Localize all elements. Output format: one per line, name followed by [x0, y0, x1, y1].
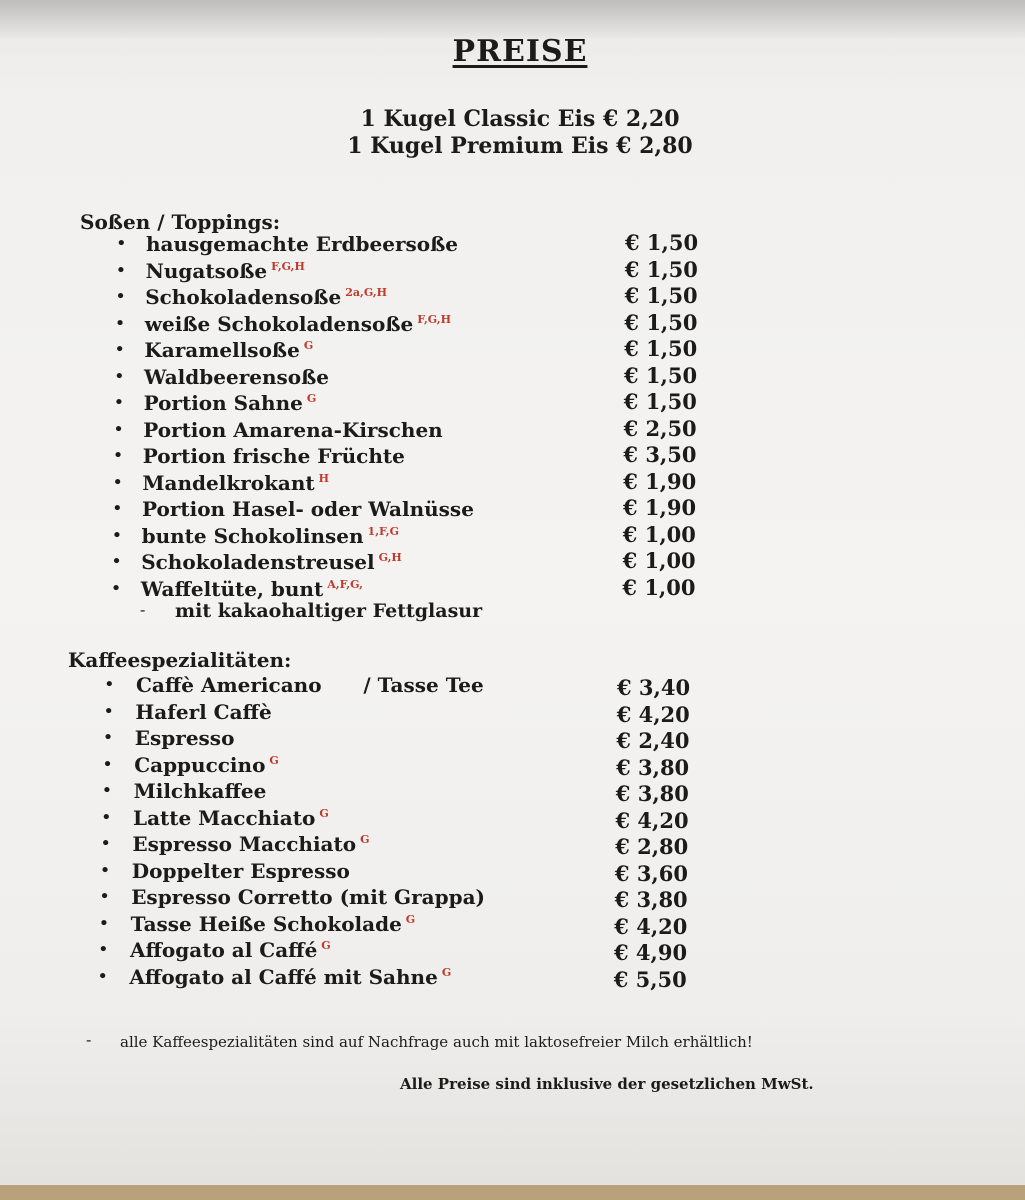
item-name: bunte Schokolinsen [141, 523, 364, 548]
bullet-point: • [112, 471, 124, 493]
item-name: Espresso Corretto (mit Grappa) [131, 885, 485, 909]
item-price: € 2,50 [623, 415, 697, 441]
menu-item [146, 232, 458, 256]
menu-item [142, 471, 329, 495]
bullet-point: • [111, 524, 123, 546]
lactose-note: alle Kaffeespezialitäten sind auf Nachfrage auch mit laktosefreier Milch erhältlich! [120, 1033, 753, 1051]
item-price: € 1,90 [623, 468, 697, 494]
menu-item [143, 444, 405, 468]
item-price: € 1,00 [622, 521, 696, 547]
menu-item [142, 497, 474, 521]
item-price: € 2,80 [615, 834, 689, 859]
item-name: Cappuccino [134, 752, 266, 777]
table-surface [0, 1185, 1025, 1200]
bullet-point: • [114, 339, 126, 360]
item-price: € 3,60 [614, 860, 688, 886]
bullet-point: • [115, 286, 126, 307]
item-name: Doppelter Espresso [131, 858, 350, 883]
allergen-code: G [306, 392, 317, 406]
bullet-point: • [101, 806, 112, 828]
item-price: € 1,00 [622, 574, 696, 600]
item-price: € 1,50 [624, 309, 698, 335]
menu-item [141, 577, 363, 601]
item-price: € 1,50 [624, 283, 698, 308]
allergen-code: G [360, 833, 370, 847]
bullet-point: • [113, 392, 125, 413]
menu-item [144, 365, 329, 389]
item-price: € 1,90 [623, 495, 697, 520]
bullet-point: • [104, 674, 115, 695]
menu-item [142, 524, 399, 548]
item-name: Portion Amarena-Kirschen [143, 417, 443, 442]
item-price: € 4,20 [616, 701, 690, 727]
item-price: € 2,40 [616, 728, 690, 753]
menu-item [130, 938, 331, 962]
bullet-point: • [98, 912, 110, 934]
item-name: Portion Sahne [143, 391, 303, 415]
bullet-point: • [114, 365, 125, 387]
allergen-code: G [321, 939, 331, 953]
item-name: Karamellsoße [144, 338, 300, 362]
ice-price-premium: 1 Kugel Premium Eis € 2,80 [347, 133, 693, 159]
item-price: € 5,50 [613, 966, 687, 992]
allergen-code: G [303, 339, 314, 353]
item-name: Affogato al Caffé mit Sahne [129, 964, 438, 989]
item-name: Tasse Heiße Schokolade [130, 911, 402, 936]
allergen-code: G [319, 806, 329, 820]
item-name: Latte Macchiato [133, 805, 316, 830]
bullet-point: • [112, 445, 124, 466]
item-name: Espresso Macchiato [132, 832, 357, 856]
item-price: € 3,80 [616, 754, 690, 780]
item-price: € 1,50 [624, 256, 698, 282]
ice-price-classic: 1 Kugel Classic Eis € 2,20 [360, 106, 680, 132]
subnote-dash: - [140, 600, 146, 619]
bullet-point: • [103, 700, 115, 722]
coffee-heading: Kaffeespezialitäten: [68, 648, 292, 672]
item-name: Caffè Americano / Tasse Tee [136, 673, 484, 697]
allergen-code: F,G,H [271, 259, 305, 273]
allergen-code: G [269, 753, 279, 767]
allergen-code: G,H [378, 551, 402, 565]
allergen-code: A,F,G, [327, 577, 363, 591]
item-price: € 1,50 [624, 362, 698, 388]
page-title: PREISE [452, 34, 588, 69]
allergen-code: G [441, 965, 452, 979]
menu-item [131, 912, 416, 936]
menu-item [135, 700, 271, 724]
item-name: Haferl Caffè [135, 699, 272, 724]
bullet-point: • [101, 780, 113, 801]
allergen-code: H [318, 471, 330, 485]
toppings-heading: Soßen / Toppings: [80, 210, 281, 234]
menu-item [135, 726, 235, 750]
item-name: Nugatsoße [145, 258, 268, 283]
item-name: weiße Schokoladensoße [144, 311, 414, 336]
item-name: Waffeltüte, bunt [140, 576, 324, 601]
menu-item [141, 550, 402, 574]
item-price: € 4,20 [615, 807, 689, 833]
bullet-point: • [102, 727, 114, 748]
menu-item [145, 312, 451, 336]
bullet-point: • [97, 965, 109, 987]
item-price: € 3,50 [623, 442, 697, 467]
menu-item [143, 418, 443, 442]
bullet-point: • [114, 312, 126, 334]
menu-item [129, 965, 451, 989]
item-name: Portion frische Früchte [142, 444, 405, 468]
bullet-point: • [113, 418, 124, 440]
bullet-point: • [100, 833, 112, 854]
bullet-point: • [110, 577, 122, 599]
bullet-point: • [98, 939, 109, 960]
item-price: € 4,90 [614, 940, 688, 965]
menu-item [134, 779, 267, 803]
allergen-code: G [405, 912, 416, 926]
item-name: Espresso [134, 726, 235, 750]
bullet-point: • [111, 551, 122, 572]
item-price: € 1,50 [623, 389, 697, 414]
item-name: Portion Hasel- oder Walnüsse [142, 497, 474, 521]
allergen-code: 2a,G,H [345, 286, 388, 300]
allergen-code: 1,F,G [367, 524, 399, 538]
menu-item [134, 753, 279, 777]
item-price: € 3,80 [615, 781, 689, 806]
menu-item [144, 391, 317, 415]
item-name: Waldbeerensoße [144, 364, 330, 389]
vat-note: Alle Preise sind inklusive der gesetzlichen MwSt. [400, 1075, 814, 1093]
footnote-dash: - [86, 1030, 92, 1049]
menu-item [132, 859, 350, 883]
bullet-point: • [112, 498, 123, 519]
allergen-code: F,G,H [417, 312, 452, 326]
page-shadow [0, 0, 1025, 38]
bullet-point: • [99, 886, 110, 907]
item-name: Schokoladenstreusel [141, 550, 375, 574]
item-price: € 1,50 [624, 336, 698, 361]
waffle-subnote: mit kakaohaltiger Fettglasur [175, 600, 483, 622]
bullet-point: • [102, 753, 113, 775]
bullet-point: • [99, 859, 111, 881]
menu-item [136, 673, 484, 697]
menu-item [133, 806, 329, 830]
item-name: Affogato al Caffé [130, 938, 318, 962]
bullet-point: • [115, 259, 127, 281]
item-name: Mandelkrokant [142, 470, 315, 495]
item-name: Milchkaffee [133, 779, 267, 803]
item-price: € 4,20 [614, 913, 688, 939]
bullet-point: • [116, 233, 127, 254]
menu-item [144, 338, 313, 362]
item-name: Schokoladensoße [145, 285, 342, 309]
menu-item [132, 832, 369, 856]
item-price: € 1,00 [622, 548, 696, 573]
menu-item [131, 885, 485, 909]
menu-item [146, 259, 305, 283]
menu-item [145, 285, 387, 309]
item-price: € 3,80 [614, 887, 688, 912]
item-price: € 3,40 [617, 675, 691, 700]
item-name: hausgemachte Erdbeersoße [146, 232, 459, 256]
item-price: € 1,50 [625, 230, 699, 255]
